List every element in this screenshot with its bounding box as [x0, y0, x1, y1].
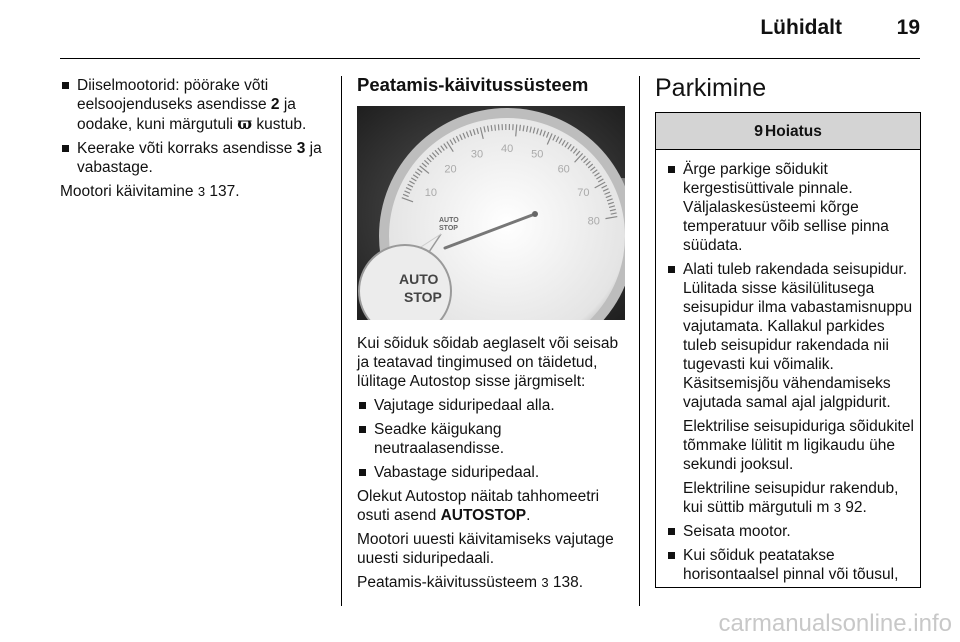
warning-box [655, 112, 921, 588]
tick-label: 70 [577, 187, 590, 199]
list-item-preheat: Diiselmootorid: pöörake võti eelsoojenduseks asendisse 2 ja oodake, kuni märgutuli ϖ kustub. [60, 76, 330, 134]
autostop-intro: Kui sõiduk sõidab aeglaselt või seisab ja teatavad tingimused on täidetud, lülitage Autostop sisse järgmiselt: [357, 335, 619, 390]
tick-label: 20 [444, 163, 457, 176]
restart-instructions: Mootori uuesti käivitamiseks vajutage uuesti siduripedaali. [357, 531, 614, 567]
tachometer-illustration [357, 106, 625, 320]
list-item: Kui sõiduk peatatakse horisontaalsel pinnal või tõusul, [666, 546, 914, 584]
autostop-status: Olekut Autostop näitab tahhomeetri osuti asend AUTOSTOP. [357, 488, 600, 524]
section-heading-parking: Parkimine [655, 74, 767, 102]
electric-brake-pull: Elektrilise seisupiduriga sõidukitel tõmmake lülitit m ligikaudu ühe sekundi jooksul. [683, 418, 914, 473]
tick-label: 30 [470, 148, 484, 161]
reference-arrow-icon: 3 [541, 575, 549, 590]
section-title: Lühidalt [760, 16, 842, 39]
header-rule [60, 58, 920, 59]
list-item: Vabastage siduripedaal. [357, 463, 625, 482]
dial-tick [520, 125, 521, 131]
callout-stop-label: STOP [404, 289, 442, 305]
electric-brake-lamp: Elektriline seisupidur rakendub, kui süttib märgutuli m 3 92. [683, 480, 899, 516]
warning-header [656, 113, 920, 150]
preheat-lamp-icon: ϖ [237, 114, 253, 133]
dial-stop-label: STOP [439, 225, 458, 232]
column-divider-2 [639, 76, 640, 606]
key-position-3: 3 [296, 140, 306, 157]
tick-label: 60 [557, 163, 570, 176]
reference-arrow-icon: 3 [197, 184, 206, 199]
tick-label: 40 [501, 143, 514, 155]
dial-auto-label: AUTO [439, 217, 459, 224]
cross-reference[interactable]: Mootori käivitamine 3 137. [60, 183, 240, 200]
callout-auto-label: AUTO [399, 271, 439, 287]
list-item: Alati tuleb rakendada seisupidur. Lülitada sisse käsilülitusega seisupidur ilma vabastamisnuppu vajutamata. Kallakul parkides tuleb seisupidur rakendada nii tugevasti kui võimalik. Käsitsemisjõu vähendamiseks vajutada samal ajal jalgpidurit. [666, 260, 914, 412]
tick-label: 10 [424, 187, 438, 199]
page-number: 19 [896, 16, 920, 39]
section-heading-stop-start: Peatamis-käivitussüsteem [357, 74, 589, 95]
list-item-start: Keerake võti korraks asendisse 3 ja vabastage. [60, 139, 330, 177]
autostop-term: AUTOSTOP [440, 507, 527, 524]
list-item: Seadke käigukang neutraalasendisse. [357, 420, 625, 458]
key-position-2: 2 [270, 96, 280, 113]
column-divider-1 [341, 76, 342, 606]
warning-triangle-icon: 9 [754, 122, 764, 140]
tick-label: 50 [531, 148, 544, 161]
column-left [60, 76, 330, 206]
column-right [655, 74, 920, 588]
warning-title: Hoiatus [765, 122, 822, 140]
list-item: Vajutage siduripedaal alla. [357, 396, 625, 415]
parking-brake-icon: m [816, 499, 830, 516]
cross-reference[interactable]: Peatamis-käivitussüsteem 3 138. [357, 574, 584, 591]
watermark: carmanualsonline.info [718, 610, 952, 637]
page-header [0, 0, 960, 62]
warning-body [656, 150, 920, 584]
list-item: Seisata mootor. [666, 522, 914, 541]
dial-tick [491, 125, 492, 131]
reference-arrow-icon: 3 [833, 500, 841, 515]
tick-label: 80 [587, 215, 600, 228]
parking-brake-icon: m [786, 437, 800, 454]
tachometer-figure [357, 106, 625, 320]
column-middle [357, 74, 625, 597]
list-item: Ärge parkige sõidukit kergestisüttivale pinnale. Väljalaskesüsteemi kõrge temperatuur võib sellise pinna süüdata. [666, 160, 914, 255]
dial-tick [495, 125, 496, 131]
